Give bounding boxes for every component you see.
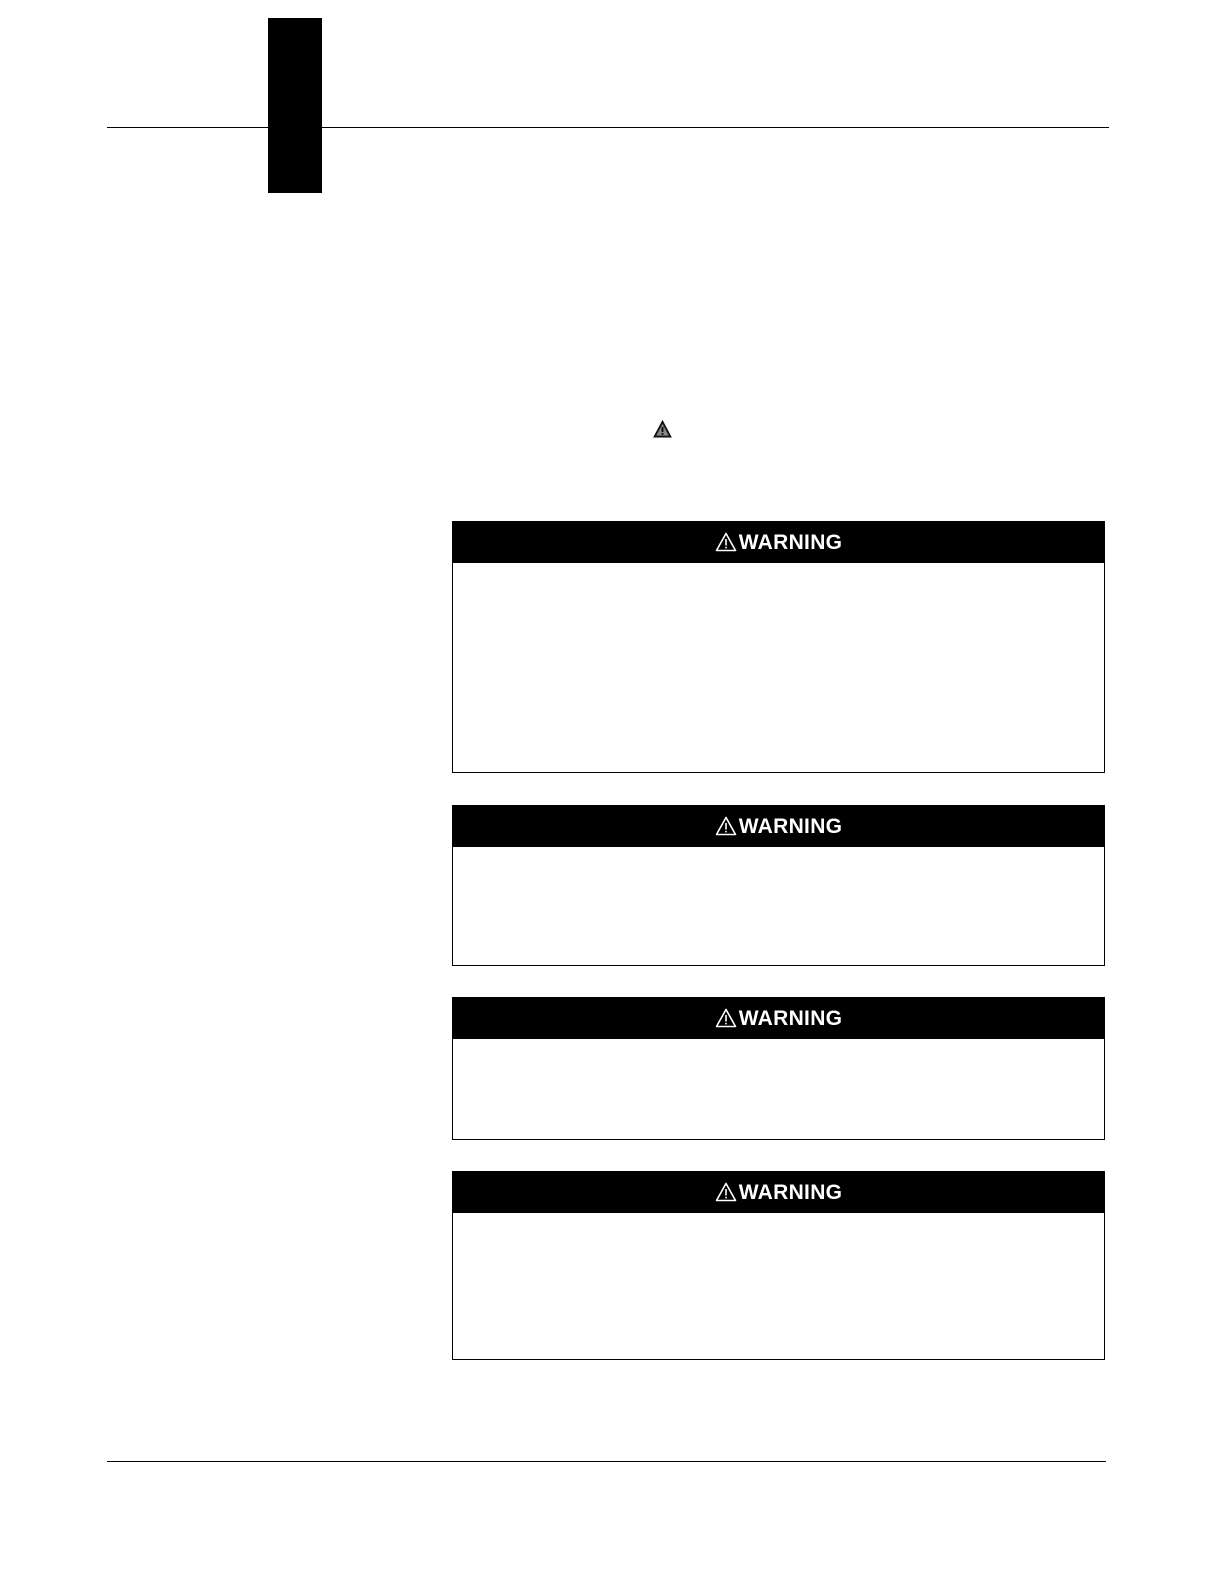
warning-triangle-icon xyxy=(653,420,672,438)
warning-triangle-outline-icon xyxy=(715,532,737,552)
warning-box xyxy=(452,1171,1105,1360)
warning-label: WARNING xyxy=(738,1007,843,1030)
warning-box xyxy=(452,521,1105,773)
warning-header xyxy=(453,1172,1104,1213)
warning-body xyxy=(453,563,1104,772)
warning-header xyxy=(453,522,1104,563)
warning-triangle-outline-icon xyxy=(715,1182,737,1202)
warning-box xyxy=(452,997,1105,1140)
warning-label: WARNING xyxy=(738,815,843,838)
warning-body xyxy=(453,1039,1104,1139)
warning-box xyxy=(452,805,1105,966)
chapter-tab xyxy=(268,18,322,193)
warning-label: WARNING xyxy=(738,531,843,554)
warning-body xyxy=(453,847,1104,965)
footer-rule xyxy=(107,1461,1106,1462)
warning-triangle-outline-icon xyxy=(715,816,737,836)
header-rule xyxy=(107,127,1109,128)
warning-label: WARNING xyxy=(738,1181,843,1204)
warning-triangle-outline-icon xyxy=(715,1008,737,1028)
warning-header xyxy=(453,806,1104,847)
warning-header xyxy=(453,998,1104,1039)
warning-body xyxy=(453,1213,1104,1359)
